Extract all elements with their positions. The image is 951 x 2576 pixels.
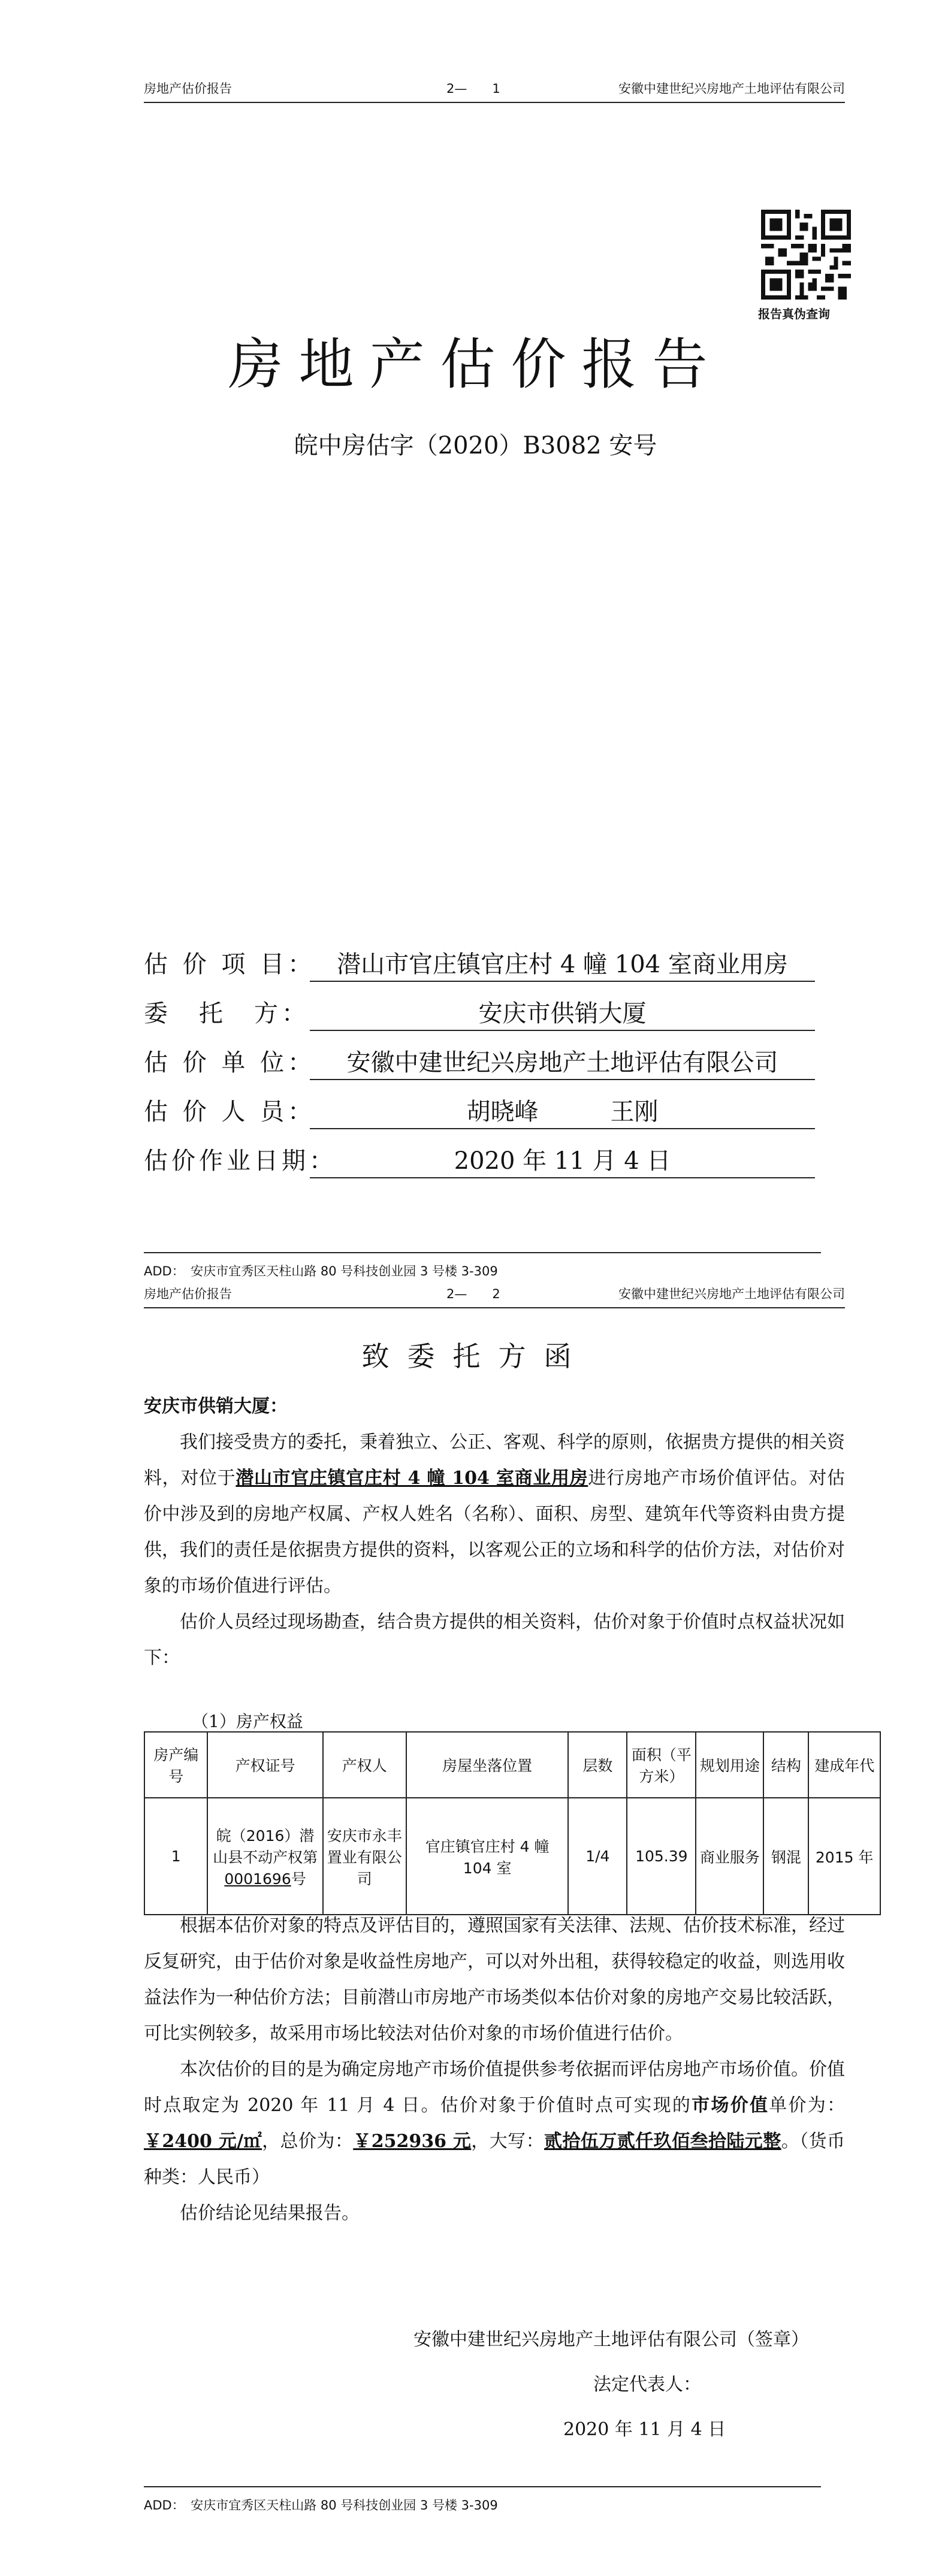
- text: 本次估价的目的是为确定房地产市场价值提供参考依据而评估房地产市场价值。价值时点取定为 2020 年 11 月 4 日。估价对象于价值时点可实现的: [144, 2059, 845, 2116]
- text: 我们接受贵方的委托，秉着独立、公正、客观、科学的原则，依据贵方提供的相关资料，对位于: [144, 1432, 845, 1489]
- field-value: 安庆市供销大厦: [310, 994, 815, 1031]
- cert-text: 皖（2016）潜山县不动产权第: [213, 1827, 318, 1866]
- cell-location: 官庄镇官庄村 4 幢 104 室: [406, 1798, 569, 1915]
- header-left: 房地产估价报告: [144, 1287, 232, 1301]
- table-caption: （1）房产权益: [192, 1712, 303, 1731]
- signature-company: 安徽中建世纪兴房地产土地评估有限公司（签章）: [413, 2329, 809, 2350]
- field-label: 委 托 方：: [144, 1000, 309, 1027]
- total-price-words: 贰拾伍万贰仟玖佰叁拾陆元整: [544, 2131, 781, 2152]
- cell-structure: 钢混: [763, 1798, 808, 1915]
- col-header: 面积（平方米）: [627, 1732, 696, 1798]
- col-header: 结构: [763, 1732, 808, 1798]
- table-header-row: [144, 1732, 880, 1798]
- total-price: ￥252936 元: [353, 2131, 472, 2152]
- header-page: 2— 1: [446, 81, 500, 96]
- field-label: 估 价 人 员：: [144, 1098, 316, 1126]
- footer-divider: [144, 1252, 821, 1253]
- page1-header: [144, 81, 845, 103]
- cert-number: 0001696: [224, 1870, 291, 1888]
- page2-address: ADD： 安庆市宜秀区天柱山路 80 号科技创业园 3 号楼 3-309: [144, 2498, 498, 2512]
- field-value: 2020 年 11 月 4 日: [310, 1142, 815, 1178]
- col-header: 房产编号: [144, 1732, 207, 1798]
- text: 单价为：: [769, 2095, 846, 2116]
- cert-suffix: 号: [291, 1870, 306, 1888]
- col-header: 产权证号: [207, 1732, 322, 1798]
- paragraph-2: 估价人员经过现场勘查，结合贵方提供的相关资料，估价对象于价值时点权益状况如下：: [144, 1611, 845, 1668]
- field-value: 胡晓峰 王刚: [310, 1093, 815, 1129]
- letter-body-bottom: [144, 1908, 845, 2232]
- cell-floors: 1/4: [568, 1798, 627, 1915]
- property-address: 潜山市官庄镇官庄村 4 幢 104 室商业用房: [236, 1468, 588, 1489]
- cell-owner: 安庆市永丰置业有限公司: [323, 1798, 406, 1915]
- field-value: 潜山市官庄镇官庄村 4 幢 104 室商业用房: [310, 945, 815, 982]
- unit-price: ￥2400 元/㎡: [144, 2131, 262, 2152]
- paragraph-3: 根据本估价对象的特点及评估目的，遵照国家有关法律、法规、估价技术标准，经过反复研究，由于估价对象是收益性房地产，可以对外出租，获得较稳定的收益，则选用收益法作为一种估价方法；目前潜山市房地产市场类似本估价对象的房地产交易比较活跃，可比实例较多，故采用市场比较法对估价对象的市场价值进行估价。: [144, 1915, 845, 2044]
- header-right: 安徽中建世纪兴房地产土地评估有限公司: [618, 1287, 845, 1301]
- col-header: 房屋坐落位置: [406, 1732, 569, 1798]
- field-value: 安徽中建世纪兴房地产土地评估有限公司: [310, 1044, 815, 1080]
- signature-date: 2020 年 11 月 4 日: [563, 2419, 726, 2440]
- paragraph-4: [144, 2052, 845, 2196]
- cell-no: 1: [144, 1798, 207, 1915]
- cell-use: 商业服务: [696, 1798, 763, 1915]
- header-right: 安徽中建世纪兴房地产土地评估有限公司: [618, 81, 845, 96]
- text: 。（货币种类：人民币）: [144, 2131, 845, 2188]
- paragraph-5: 估价结论见结果报告。: [180, 2203, 360, 2224]
- page2-header: [144, 1289, 845, 1308]
- cell-area: 105.39: [627, 1798, 696, 1915]
- report-title: 房地产估价报告: [228, 332, 723, 397]
- letter-title: 致委托方函: [361, 1340, 590, 1372]
- text: ，总价为：: [262, 2131, 354, 2152]
- col-header: 建成年代: [808, 1732, 880, 1798]
- qr-caption: 报告真伪查询: [758, 307, 830, 321]
- report-number: 皖中房估字（2020）B3082 安号: [294, 432, 657, 459]
- cell-cert: [207, 1798, 322, 1915]
- text: ，大写：: [471, 2131, 545, 2152]
- field-label: 估 价 单 位：: [144, 1049, 316, 1077]
- qr-code-icon: [761, 210, 851, 300]
- salutation: 安庆市供销大厦：: [144, 1396, 288, 1417]
- table-row: [144, 1798, 880, 1915]
- property-rights-table: [144, 1731, 881, 1915]
- cell-year: 2015 年: [808, 1798, 880, 1915]
- field-label: 估 价 项 目：: [144, 951, 316, 978]
- header-page: 2— 2: [446, 1287, 500, 1301]
- footer-divider: [144, 2486, 821, 2487]
- signature-representative: 法定代表人：: [593, 2374, 701, 2395]
- letter-body-top: [144, 1389, 845, 1676]
- col-header: 产权人: [323, 1732, 406, 1798]
- text: 进行房地产市场价值评估。对估价中涉及到的房地产权属、产权人姓名（名称）、面积、房型、建筑年代等资料由贵方提供，我们的责任是依据贵方提供的资料，以客观公正的立场和科学的估价方法，对估价对象的市场价值进行评估。: [144, 1468, 845, 1597]
- header-left: 房地产估价报告: [144, 81, 232, 96]
- col-header: 层数: [568, 1732, 627, 1798]
- col-header: 规划用途: [696, 1732, 763, 1798]
- page1-address: ADD： 安庆市宜秀区天柱山路 80 号科技创业园 3 号楼 3-309: [144, 1264, 498, 1278]
- market-value-label: 市场价值: [692, 2095, 769, 2116]
- paragraph-1: [144, 1425, 845, 1604]
- field-label: 估价作业日期：: [144, 1147, 337, 1175]
